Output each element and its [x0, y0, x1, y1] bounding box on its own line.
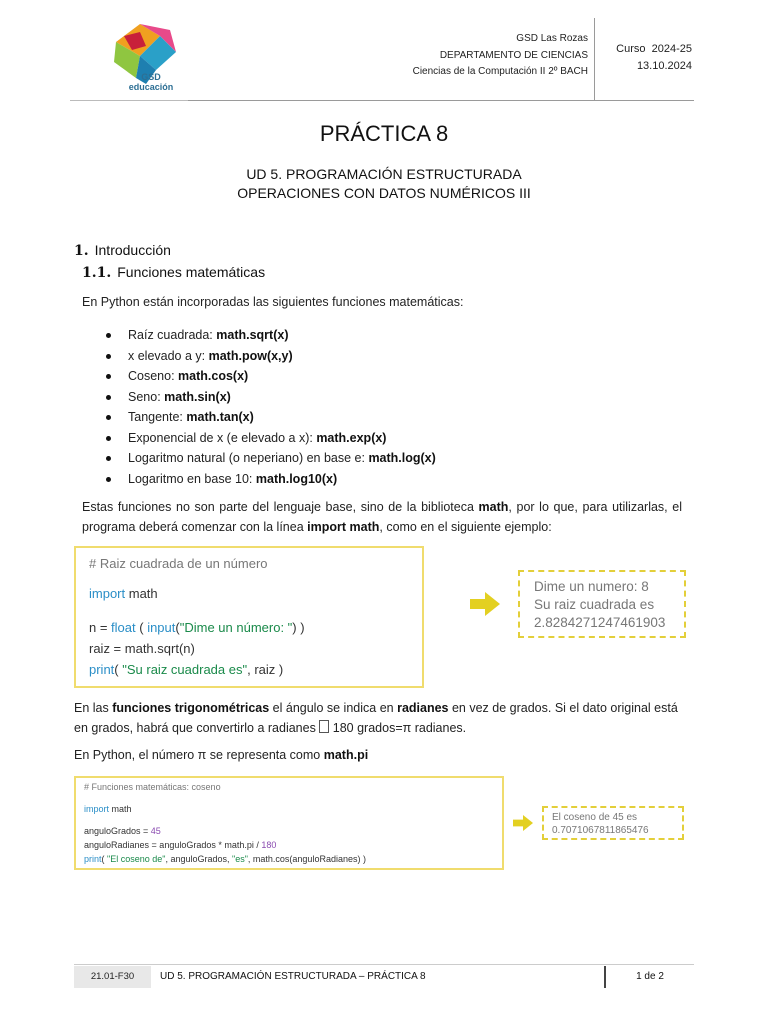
subtitle-unit: UD 5. PROGRAMACIÓN ESTRUCTURADA — [246, 166, 522, 182]
code-input-line: n = float ( input("Dime un número: ") ) — [89, 620, 305, 635]
logo-caption: GSD educación — [128, 72, 174, 92]
header-divider — [594, 18, 595, 100]
list-item: Exponencial de x (e elevado a x): math.exp(x) — [106, 428, 436, 449]
course-info — [600, 41, 692, 75]
subsection-heading — [82, 264, 265, 281]
header-info — [413, 31, 588, 81]
list-item: Tangente: math.tan(x) — [106, 407, 436, 428]
library-paragraph: Estas funciones no son parte del lenguaje base, sino de la biblioteca math, por lo que, para utilizarlas, el programa deberá comenzar con la línea import math, como en el siguiente ejemplo: — [82, 500, 682, 534]
subtitle-topic: OPERACIONES CON DATOS NUMÉRICOS III — [237, 185, 531, 201]
section-heading — [74, 242, 171, 259]
code-print-line: print( "El coseno de", anguloGrados, "es", math.cos(anguloRadianes) ) — [84, 854, 366, 864]
footer-title: UD 5. PROGRAMACIÓN ESTRUCTURADA – PRÁCTICA 8 — [160, 971, 426, 982]
output-box-sqrt — [518, 570, 686, 638]
code-example-cos — [74, 776, 504, 870]
course-year: Curso 2024-25 — [616, 43, 692, 55]
department-name: DEPARTAMENTO DE CIENCIAS — [439, 49, 588, 61]
footer-divider — [604, 966, 606, 988]
page-subtitle — [0, 165, 768, 203]
subsection-number: 1.1. — [82, 265, 112, 281]
subsection-title: Funciones matemáticas — [117, 264, 266, 280]
trig-paragraph: En las funciones trigonométricas el ángulo se indica en radianes en vez de grados. Si el dato original está en grados, habrá que convertirlo a radianes 180 grados=π radianes. — [74, 701, 678, 735]
code-import: import math — [84, 804, 132, 814]
intro-paragraph: En Python están incorporadas las siguientes funciones matemáticas: — [82, 295, 464, 309]
code-print-line: print( "Su raiz cuadrada es", raiz ) — [89, 662, 284, 677]
missing-glyph-icon — [319, 720, 329, 733]
output-text: El coseno de 45 es 0.7071067811865476 — [552, 812, 649, 836]
list-item: x elevado a y: math.pow(x,y) — [106, 346, 436, 367]
course-subject: Ciencias de la Computación II 2º BACH — [412, 66, 588, 77]
footer-form-code: 21.01-F30 — [74, 966, 151, 988]
code-comment: # Funciones matemáticas: coseno — [84, 782, 221, 792]
document-date: 13.10.2024 — [636, 60, 692, 72]
code-example-sqrt — [74, 546, 424, 688]
arrow-right-icon — [470, 592, 500, 616]
school-name: GSD Las Rozas — [516, 33, 588, 44]
section-number: 1. — [74, 243, 89, 259]
page-number: 1 de 2 — [636, 971, 664, 982]
code-radians-line: anguloRadianes = anguloGrados * math.pi / 180 — [84, 840, 277, 850]
pi-paragraph: En Python, el número π se representa como math.pi — [74, 748, 369, 762]
output-box-cos — [542, 806, 684, 840]
code-comment: # Raiz cuadrada de un número — [89, 556, 268, 571]
section-title: Introducción — [94, 242, 171, 258]
list-item: Seno: math.sin(x) — [106, 387, 436, 408]
code-degrees-line: anguloGrados = 45 — [84, 826, 161, 836]
logo-underline — [70, 100, 188, 101]
arrow-right-icon — [513, 815, 533, 831]
page-title: PRÁCTICA 8 — [319, 121, 449, 146]
header-rule — [188, 100, 694, 101]
list-item: Raíz cuadrada: math.sqrt(x) — [106, 325, 436, 346]
functions-list — [106, 325, 436, 489]
footer-rule — [74, 964, 694, 965]
list-item: Coseno: math.cos(x) — [106, 366, 436, 387]
code-import: import math — [89, 586, 158, 601]
list-item: Logaritmo natural (o neperiano) en base e: math.log(x) — [106, 448, 436, 469]
output-text: Dime un numero: 8 Su raiz cuadrada es 2.8284271247461903 — [534, 579, 666, 630]
list-item: Logaritmo en base 10: math.log10(x) — [106, 469, 436, 490]
code-sqrt-line: raiz = math.sqrt(n) — [89, 641, 195, 656]
